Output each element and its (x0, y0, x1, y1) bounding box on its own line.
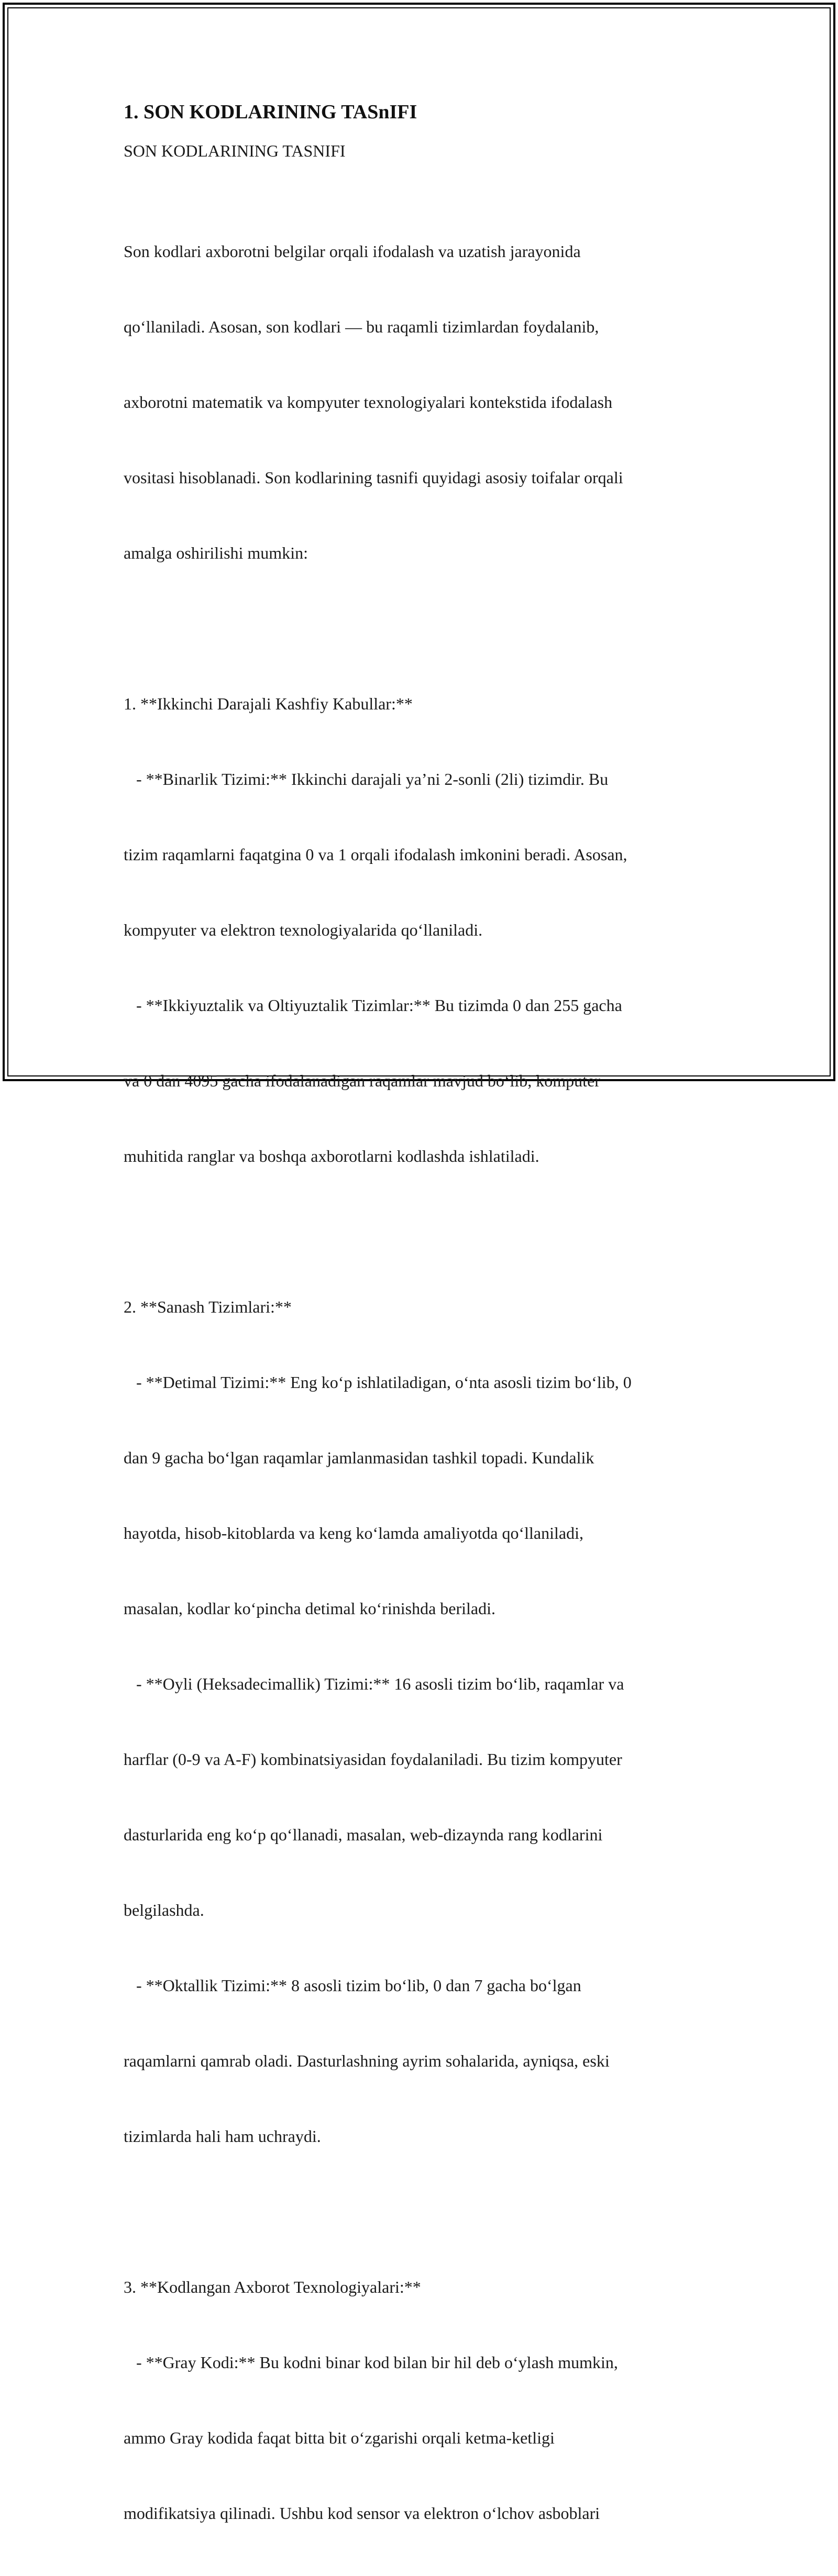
document-body (124, 99, 715, 2576)
section-2-heading: 2. **Sanash Tizimlari:** (124, 1297, 292, 1316)
section-2-line: - **Oktallik Tizimi:** 8 asosli tizim bo‘lib, 0 dan 7 gacha bo‘lgan (124, 1976, 581, 1995)
section-2-line: raqamlarni qamrab oladi. Dasturlashning ayrim sohalarida, ayniqsa, eski (124, 2051, 610, 2070)
section-2-line: belgilashda. (124, 1901, 204, 1919)
intro-line: axborotni matematik va kompyuter texnologiyalari kontekstida ifodalash (124, 393, 613, 412)
section-1-line: - **Ikkiyuztalik va Oltiyuztalik Tizimlar:** Bu tizimda 0 dan 255 gacha (124, 996, 622, 1015)
paragraph-gap (124, 616, 715, 641)
section-2-line: harflar (0-9 va A-F) kombinatsiyasidan foydalaniladi. Bu tizim kompyuter (124, 1750, 622, 1769)
intro-line: amalga oshirilishi mumkin: (124, 543, 308, 562)
section-1-line: muhitida ranglar va boshqa axborotlarni kodlashda ishlatiladi. (124, 1147, 539, 1165)
section-3-line: ammo Gray kodida faqat bitta bit o‘zgarishi orqali ketma-ketligi (124, 2428, 555, 2447)
section-3-heading: 3. **Kodlangan Axborot Texnologiyalari:** (124, 2278, 421, 2296)
section-1-line: va 0 dan 4095 gacha ifodalanadigan raqamlar mavjud bo‘lib, komputer (124, 1071, 600, 1090)
section-2-line: dasturlarida eng ko‘p qo‘llanadi, masalan, web-dizaynda rang kodlarini (124, 1825, 603, 1844)
intro-line: qo‘llaniladi. Asosan, son kodlari — bu raqamli tizimlardan foydalanib, (124, 317, 599, 336)
intro-line: Son kodlari axborotni belgilar orqali ifodalash va uzatish jarayonida (124, 242, 581, 261)
section-1-line: tizim raqamlarni faqatgina 0 va 1 orqali ifodalash imkonini beradi. Asosan, (124, 845, 627, 864)
section-2-line: dan 9 gacha bo‘lgan raqamlar jamlanmasidan tashkil topadi. Kundalik (124, 1448, 594, 1467)
section-2-line: tizimlarda hali ham uchraydi. (124, 2127, 321, 2146)
paragraph-gap (124, 2199, 715, 2224)
document-title: 1. SON KODLARINING TASnIFI (124, 101, 417, 123)
section-2-line: - **Detimal Tizimi:** Eng ko‘p ishlatiladigan, o‘nta asosli tizim bo‘lib, 0 (124, 1373, 632, 1392)
section-1-heading: 1. **Ikkinchi Darajali Kashfiy Kabullar:** (124, 694, 413, 713)
section-3 (124, 2224, 715, 2576)
section-1 (124, 641, 715, 1219)
section-3-line: modifikatsiya qilinadi. Ushbu kod sensor va elektron o‘lchov asboblari (124, 2504, 600, 2523)
document-subtitle: SON KODLARINING TASNIFI (124, 141, 346, 160)
section-2-line: masalan, kodlar ko‘pincha detimal ko‘rinishda beriladi. (124, 1599, 495, 1618)
intro-line: vositasi hisoblanadi. Son kodlarining tasnifi quyidagi asosiy toifalar orqali (124, 468, 623, 487)
section-3-line: - **Gray Kodi:** Bu kodni binar kod bilan bir hil deb o‘ylash mumkin, (124, 2353, 618, 2372)
section-1-line: kompyuter va elektron texnologiyalarida qo‘llaniladi. (124, 920, 483, 939)
section-2-line: - **Oyli (Heksadecimallik) Tizimi:** 16 asosli tizim bo‘lib, raqamlar va (124, 1674, 624, 1693)
paragraph-gap (124, 1219, 715, 1244)
intro-paragraph (124, 188, 715, 616)
section-2-line: hayotda, hisob-kitoblarda va keng ko‘lamda amaliyotda qo‘llaniladi, (124, 1524, 583, 1542)
section-1-line: - **Binarlik Tizimi:** Ikkinchi darajali ya’ni 2-sonli (2li) tizimdir. Bu (124, 770, 609, 789)
section-2 (124, 1244, 715, 2199)
